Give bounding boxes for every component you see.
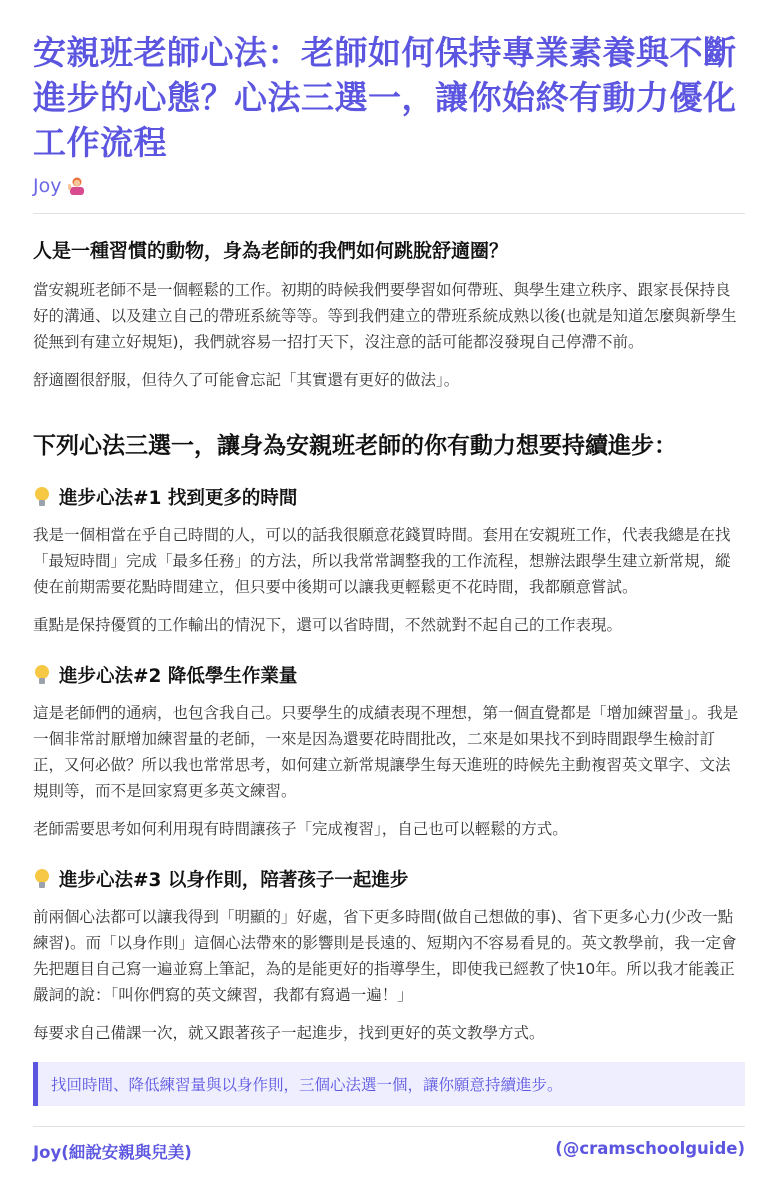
section-3-paragraph-1: 前兩個心法都可以讓我得到「明顯的」好處，省下更多時間(做自己想做的事)、省下更多心力(少改一點練習)。而「以身作則」這個心法帶來的影響則是長遠的、短期內不容易看見的。英文教學前，我一定會先把題目自己寫一遍並寫上筆記，為的是能更好的指導學生，即使我已經教了快10年。所以我才能義正嚴詞的說：「叫你們寫的英文練習，我都有寫過一遍！」 (33, 908, 737, 1004)
section-heading-2 (33, 662, 745, 688)
section-2-paragraph-2: 老師需要思考如何利用現有時間讓孩子「完成複習」，自己也可以輕鬆的方式。 (33, 820, 568, 838)
summary-callout: 找回時間、降低練習量與以身作則，三個心法選一個，讓你願意持續進步。 (33, 1062, 745, 1106)
intro-heading: 人是一種習慣的動物，身為老師的我們如何跳脫舒適圈？ (33, 240, 509, 262)
page-title: 安親班老師心法：老師如何保持專業素養與不斷進步的心態？心法三選一，讓你始終有動力優化工作流程 (33, 33, 737, 162)
section-title: 進步心法#2 降低學生作業量 (59, 666, 298, 687)
section-title: 進步心法#3 以身作則，陪著孩子一起進步 (59, 870, 409, 891)
main-heading: 下列心法三選一，讓身為安親班老師的你有動力想要持續進步： (33, 433, 677, 459)
light-bulb-icon (33, 664, 51, 686)
section-heading-3 (33, 866, 745, 892)
footer-divider (33, 1126, 745, 1127)
header-divider (33, 213, 745, 214)
intro-paragraph-1: 當安親班老師不是一個輕鬆的工作。初期的時候我們要學習如何帶班、與學生建立秩序、跟家長保持良好的溝通、以及建立自己的帶班系統等等。等到我們建立的帶班系統成熟以後(也就是知道怎麼與新學生從無到有建立好規矩)，我們就容易一招打天下，沒注意的話可能都沒發現自己停滯不前。 (33, 281, 737, 351)
light-bulb-icon (33, 486, 51, 508)
person-gesturing-icon (67, 176, 87, 196)
author-name[interactable]: Joy (33, 175, 62, 197)
section-1-paragraph-1: 我是一個相當在乎自己時間的人，可以的話我很願意花錢買時間。套用在安親班工作，代表我總是在找「最短時間」完成「最多任務」的方法，所以我常常調整我的工作流程，想辦法跟學生建立新常規，縱使在前期需要花點時間建立，但只要中後期可以讓我更輕鬆更不花時間，我都願意嘗試。 (33, 526, 731, 596)
footer (33, 1139, 745, 1163)
footer-handle-link[interactable]: (@cramschoolguide) (555, 1139, 745, 1158)
section-title: 進步心法#1 找到更多的時間 (59, 488, 298, 509)
section-3-paragraph-2: 每要求自己備課一次，就又跟著孩子一起進步，找到更好的英文教學方式。 (33, 1024, 545, 1042)
section-1-paragraph-2: 重點是保持優質的工作輸出的情況下，還可以省時間，不然就對不起自己的工作表現。 (33, 616, 623, 634)
intro-paragraph-2: 舒適圈很舒服，但待久了可能會忘記「其實還有更好的做法」。 (33, 371, 460, 389)
section-2-paragraph-1: 這是老師們的通病，也包含我自己。只要學生的成績表現不理想，第一個直覺都是「增加練習量」。我是一個非常討厭增加練習量的老師，一來是因為還要花時間批改，二來是如果找不到時間跟學生檢討訂正，又何必做？所以我也常常思考，如何建立新常規讓學生每天進班的時候先主動複習英文單字、文法規則等，而不是回家寫更多英文練習。 (33, 704, 739, 800)
author-line (33, 175, 745, 197)
footer-author-link[interactable]: Joy(細說安親與兒美) (33, 1143, 192, 1162)
section-heading-1 (33, 484, 745, 510)
light-bulb-icon (33, 868, 51, 890)
